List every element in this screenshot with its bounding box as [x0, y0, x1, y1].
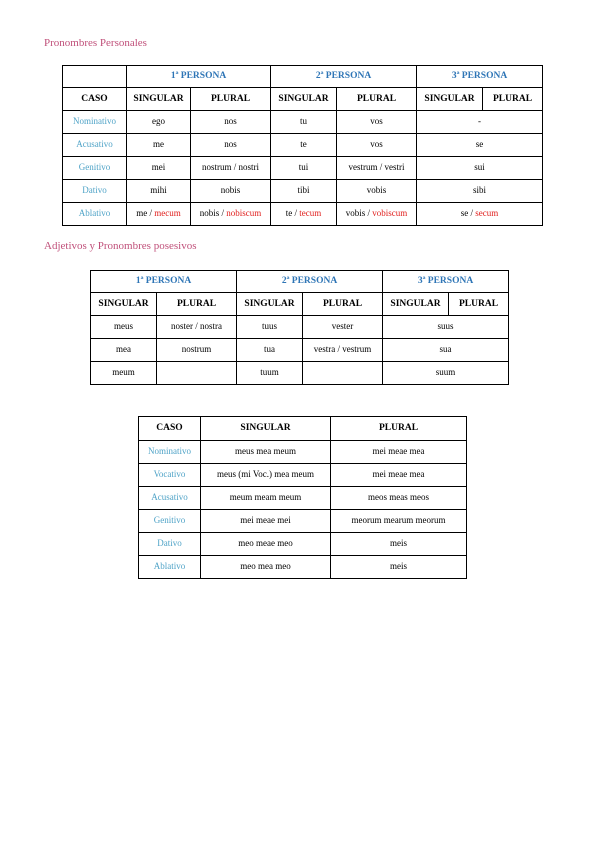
- cell-1s: mea: [91, 339, 157, 362]
- form-text: nobis /: [199, 208, 224, 219]
- singular-cell: meus (mi Voc.) mea meum: [201, 464, 331, 487]
- form-text: me /: [136, 208, 152, 219]
- col-header-singular: SINGULAR: [417, 88, 483, 111]
- cell-1p: nos: [191, 134, 271, 157]
- cell-1p: nos: [191, 111, 271, 134]
- table-row: [139, 533, 467, 556]
- form-text: te /: [285, 208, 297, 219]
- cum-form: vobiscum: [372, 208, 408, 219]
- case-label: Dativo: [139, 533, 201, 556]
- case-label: Ablativo: [139, 556, 201, 579]
- singular-cell: meum meam meum: [201, 487, 331, 510]
- case-label: Genitivo: [139, 510, 201, 533]
- plural-cell: meos meas meos: [331, 487, 467, 510]
- cum-form: mecum: [154, 208, 181, 219]
- table-row: [63, 203, 543, 226]
- case-label: Nominativo: [139, 441, 201, 464]
- case-label: Genitivo: [63, 157, 127, 180]
- cell-2s: [271, 203, 337, 226]
- cell-1s: [127, 203, 191, 226]
- col-header-plural: PLURAL: [449, 293, 509, 316]
- cell-1p: nostrum / nostri: [191, 157, 271, 180]
- table-row: [63, 111, 543, 134]
- case-label: Acusativo: [139, 487, 201, 510]
- column-header-row: [63, 88, 543, 111]
- section-heading-posesivos: Adjetivos y Pronombres posesivos: [44, 240, 197, 252]
- table-row: [139, 556, 467, 579]
- table-row: [139, 487, 467, 510]
- cell-1s: meum: [91, 362, 157, 385]
- cell-1s: mei: [127, 157, 191, 180]
- table-row: [91, 362, 509, 385]
- form-text: vobis /: [345, 208, 370, 219]
- cell-3: se: [417, 134, 543, 157]
- plural-cell: mei meae mea: [331, 441, 467, 464]
- col-header-plural: PLURAL: [303, 293, 383, 316]
- singular-cell: mei meae mei: [201, 510, 331, 533]
- cell-2p: vobis: [337, 180, 417, 203]
- cell-2s: te: [271, 134, 337, 157]
- col-header-plural: PLURAL: [483, 88, 543, 111]
- table-row: [139, 441, 467, 464]
- col-header-singular: SINGULAR: [271, 88, 337, 111]
- section-heading-personales: Pronombres Personales: [44, 37, 147, 49]
- singular-cell: meo mea meo: [201, 556, 331, 579]
- col-header-plural: PLURAL: [191, 88, 271, 111]
- personal-pronouns-table: [62, 65, 543, 226]
- cell-2p: [303, 362, 383, 385]
- cell-1p: noster / nostra: [157, 316, 237, 339]
- singular-cell: meus mea meum: [201, 441, 331, 464]
- table-row: [91, 316, 509, 339]
- cell-2p: [337, 203, 417, 226]
- col-header-plural: PLURAL: [331, 417, 467, 441]
- col-header-singular: SINGULAR: [383, 293, 449, 316]
- plural-cell: mei meae mea: [331, 464, 467, 487]
- cell-2p: vestrum / vestri: [337, 157, 417, 180]
- declension-table: [138, 416, 467, 579]
- cum-form: secum: [475, 208, 499, 219]
- cell-2s: tu: [271, 111, 337, 134]
- table-row: [139, 510, 467, 533]
- cell-3: sibi: [417, 180, 543, 203]
- cell-3: sua: [383, 339, 509, 362]
- table-row: [139, 464, 467, 487]
- person-header-3: 3ª PERSONA: [383, 271, 509, 293]
- table-row: [63, 134, 543, 157]
- table-row: [63, 180, 543, 203]
- col-header-plural: PLURAL: [337, 88, 417, 111]
- cell-2p: vestra / vestrum: [303, 339, 383, 362]
- cell-2s: tuus: [237, 316, 303, 339]
- cell-1p: [157, 362, 237, 385]
- form-text: se /: [460, 208, 473, 219]
- col-header-singular: SINGULAR: [127, 88, 191, 111]
- case-label: Vocativo: [139, 464, 201, 487]
- cell-1s: mihi: [127, 180, 191, 203]
- person-header-1: 1ª PERSONA: [91, 271, 237, 293]
- plural-cell: meis: [331, 556, 467, 579]
- table-row: [63, 157, 543, 180]
- col-header-case: CASO: [63, 88, 127, 111]
- cell-2s: tuum: [237, 362, 303, 385]
- cell-1s: me: [127, 134, 191, 157]
- person-header-2: 2ª PERSONA: [237, 271, 383, 293]
- cell-3: suus: [383, 316, 509, 339]
- possessives-table: [90, 270, 509, 385]
- col-header-singular: SINGULAR: [201, 417, 331, 441]
- singular-cell: meo meae meo: [201, 533, 331, 556]
- cell-3: sui: [417, 157, 543, 180]
- person-header-row: [63, 66, 543, 88]
- column-header-row: [91, 293, 509, 316]
- column-header-row: [139, 417, 467, 441]
- cell-1p: [191, 203, 271, 226]
- cell-1p: nobis: [191, 180, 271, 203]
- person-header-2: 2ª PERSONA: [271, 66, 417, 88]
- plural-cell: meis: [331, 533, 467, 556]
- case-label: Acusativo: [63, 134, 127, 157]
- empty-corner-cell: [63, 66, 127, 88]
- cell-2p: vester: [303, 316, 383, 339]
- col-header-singular: SINGULAR: [237, 293, 303, 316]
- table-row: [91, 339, 509, 362]
- cell-2p: vos: [337, 111, 417, 134]
- col-header-singular: SINGULAR: [91, 293, 157, 316]
- case-label: Dativo: [63, 180, 127, 203]
- cum-form: nobiscum: [226, 208, 262, 219]
- cell-2s: tibi: [271, 180, 337, 203]
- plural-cell: meorum mearum meorum: [331, 510, 467, 533]
- person-header-row: [91, 271, 509, 293]
- cell-2s: tui: [271, 157, 337, 180]
- cell-3: -: [417, 111, 543, 134]
- cell-3: [417, 203, 543, 226]
- cell-1p: nostrum: [157, 339, 237, 362]
- cell-2s: tua: [237, 339, 303, 362]
- cell-1s: meus: [91, 316, 157, 339]
- person-header-1: 1ª PERSONA: [127, 66, 271, 88]
- case-label: Ablativo: [63, 203, 127, 226]
- cell-1s: ego: [127, 111, 191, 134]
- case-label: Nominativo: [63, 111, 127, 134]
- cell-3: suum: [383, 362, 509, 385]
- col-header-plural: PLURAL: [157, 293, 237, 316]
- cell-2p: vos: [337, 134, 417, 157]
- cum-form: tecum: [299, 208, 322, 219]
- col-header-case: CASO: [139, 417, 201, 441]
- person-header-3: 3ª PERSONA: [417, 66, 543, 88]
